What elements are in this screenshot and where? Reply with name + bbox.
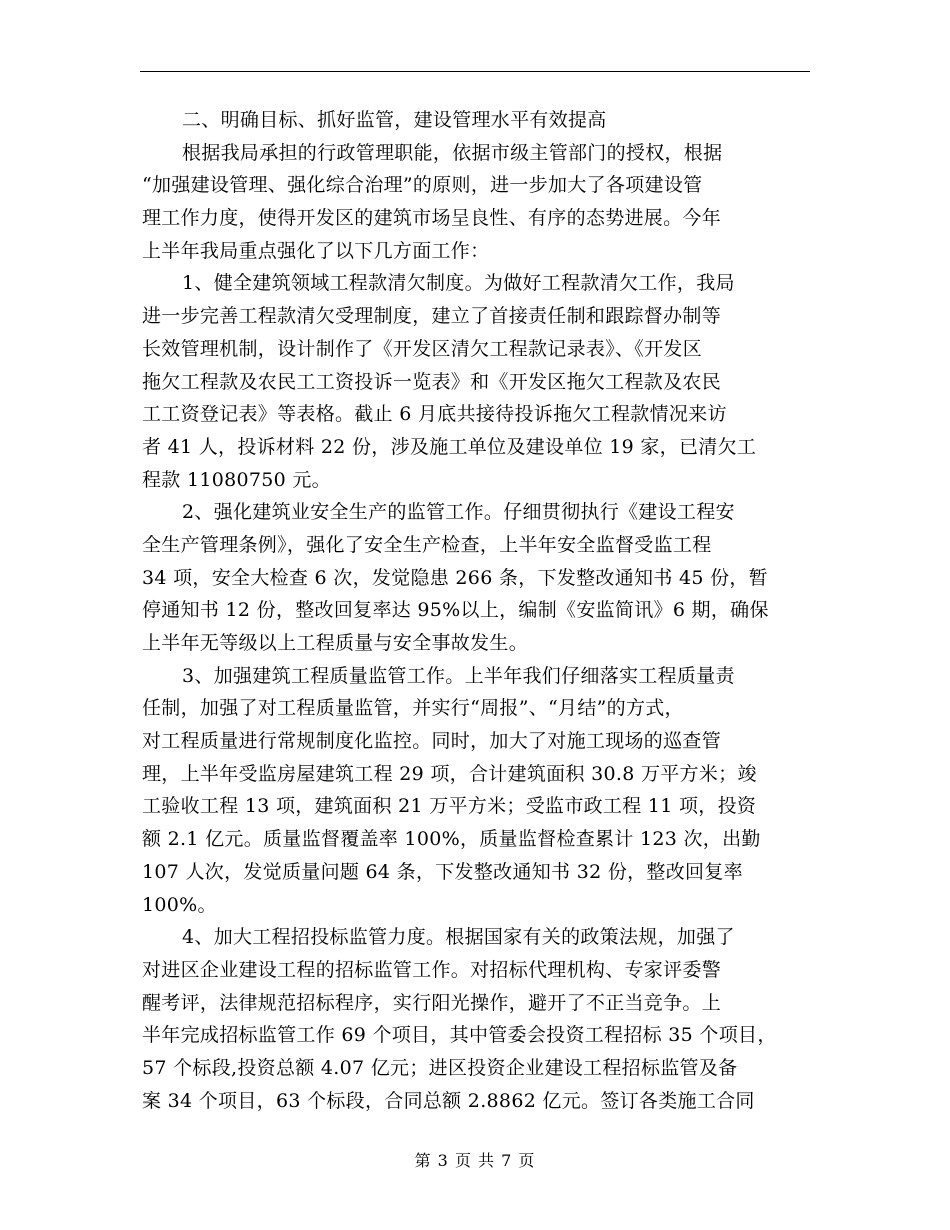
text-line: 进一步完善工程款清欠受理制度，建立了首接责任制和跟踪督办制等 xyxy=(142,305,722,328)
text-line: 全生产管理条例》，强化了安全生产检查，上半年安全监督受监工程 xyxy=(142,533,712,556)
text-line: 案 34 个项目，63 个标段，合同总额 2.8862 亿元。签订各类施工合同 xyxy=(142,1089,755,1112)
text-line: “加强建设管理、强化综合治理”的原则，进一步加大了各项建设管 xyxy=(142,174,703,197)
text-line: 工验收工程 13 项，建筑面积 21 万平方米；受监市政工程 11 项，投资 xyxy=(142,795,757,818)
text-line: 4、加大工程招投标监管力度。根据国家有关的政策法规，加强了 xyxy=(182,926,735,949)
header-rule xyxy=(140,71,810,72)
text-line: 工工资登记表》等表格。截止 6 月底共接待投诉拖欠工程款情况来访 xyxy=(142,403,727,426)
document-body xyxy=(142,104,810,1117)
text-line: 理，上半年受监房屋建筑工程 29 项，合计建筑面积 30.8 万平方米；竣 xyxy=(142,762,757,785)
text-line: 拖欠工程款及农民工工资投诉一览表》和《开发区拖欠工程款及农民 xyxy=(142,370,722,393)
page-number: 第 3 页 共 7 页 xyxy=(414,1151,536,1170)
text-line: 上半年无等级以上工程质量与安全事故发生。 xyxy=(142,632,529,654)
text-line: 3、加强建筑工程质量监管工作。上半年我们仔细落实工程质量责 xyxy=(182,664,735,687)
text-line: 100%。 xyxy=(142,893,217,916)
text-line: 2、强化建筑业安全生产的监管工作。仔细贯彻执行《建设工程安 xyxy=(182,501,735,524)
text-line: 任制，加强了对工程质量监管，并实行“周报”、“月结”的方式， xyxy=(142,697,684,720)
text-line: 半年完成招标监管工作 69 个项目，其中管委会投资工程招标 35 个项目， xyxy=(142,1024,777,1047)
text-line: 对进区企业建设工程的招标监管工作。对招标代理机构、专家评委警 xyxy=(142,958,722,981)
text-line: 57 个标段,投资总额 4.07 亿元；进区投资企业建设工程招标监管及备 xyxy=(142,1056,738,1079)
text-line: 长效管理机制，设计制作了《开发区清欠工程款记录表》、《开发区 xyxy=(142,337,703,360)
text-line: 醒考评，法律规范招标程序，实行阳光操作，避开了不正当竞争。上 xyxy=(142,991,722,1014)
text-line: 理工作力度，使得开发区的建筑市场呈良性、有序的态势进展。今年 xyxy=(142,207,722,230)
text-line: 二、明确目标、抓好监管，建设管理水平有效提高 xyxy=(182,109,607,131)
text-line: 程款 11080750 元。 xyxy=(142,468,331,491)
text-line: 对工程质量进行常规制度化监控。同时，加大了对施工现场的巡查管 xyxy=(142,730,722,753)
text-line: 根据我局承担的行政管理职能，依据市级主管部门的授权，根据 xyxy=(182,141,723,164)
text-line: 上半年我局重点强化了以下几方面工作： xyxy=(142,239,490,262)
text-line: 107 人次，发觉质量问题 64 条，下发整改通知书 32 份，整改回复率 xyxy=(142,860,743,883)
text-line: 1、健全建筑领域工程款清欠制度。为做好工程款清欠工作，我局 xyxy=(182,272,735,295)
text-line: 34 项，安全大检查 6 次，发觉隐患 266 条，下发整改通知书 45 份，暂 xyxy=(142,566,768,589)
text-line: 停通知书 12 份，整改回复率达 95%以上，编制《安监简讯》6 期，确保 xyxy=(142,599,769,622)
text-line: 额 2.1 亿元。质量监督覆盖率 100%，质量监督检查累计 123 次，出勤 xyxy=(142,828,761,851)
text-line: 者 41 人，投诉材料 22 份，涉及施工单位及建设单位 19 家，已清欠工 xyxy=(142,435,757,458)
